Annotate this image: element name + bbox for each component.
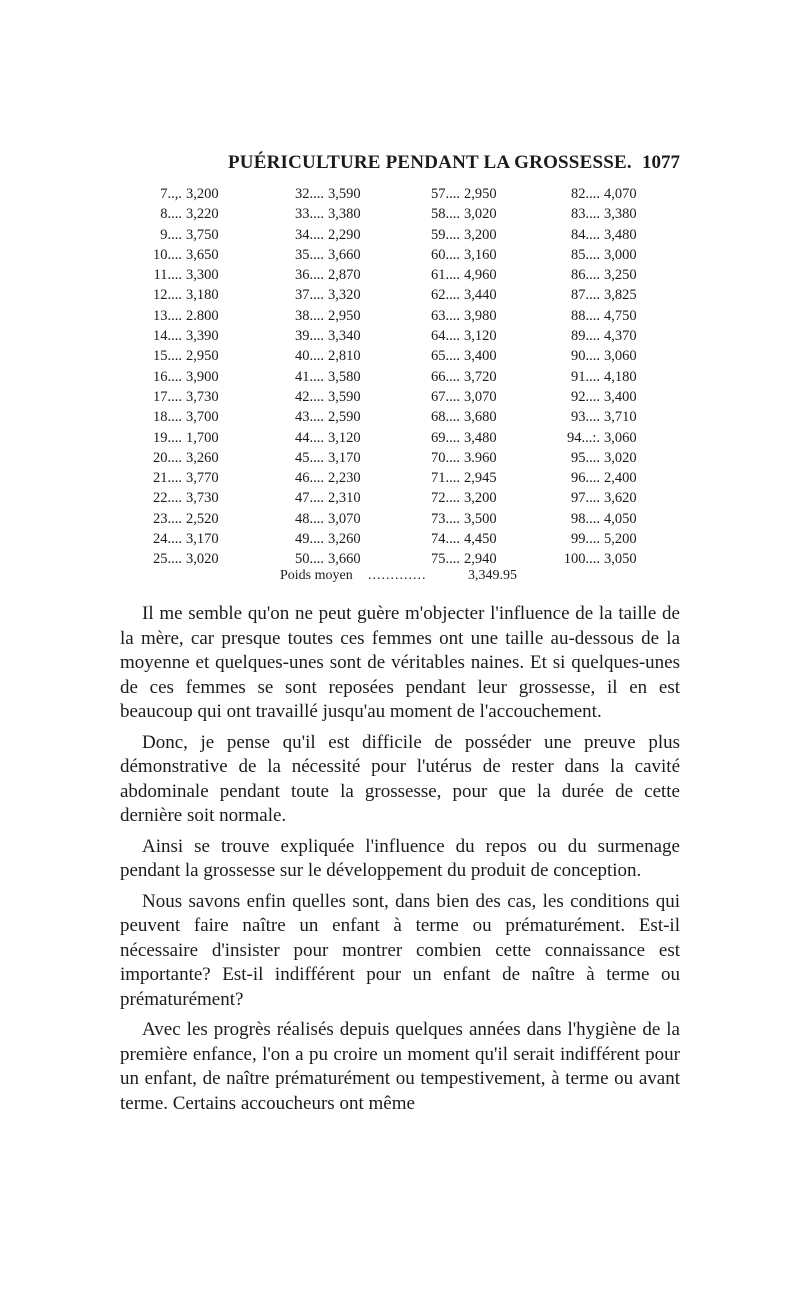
- row-number: 20....: [153, 449, 182, 466]
- table-row: [538, 225, 664, 245]
- paragraph: Donc, je pense qu'il est difficile de posséder une preuve plus démonstrative de la nécessité pour l'utérus de rester dans la cavité abdominale pendant toute la grossesse, pour que la durée de cette dernière soit normale.: [120, 731, 680, 826]
- row-weight: 3,390: [186, 328, 219, 345]
- table-row: [398, 346, 524, 366]
- table-row: [398, 265, 524, 285]
- row-number: 70....: [431, 449, 460, 466]
- table-row: [120, 428, 246, 448]
- row-weight: 2,230: [328, 470, 361, 487]
- row-weight: 3,200: [464, 490, 497, 507]
- row-number: 19....: [153, 429, 182, 446]
- row-weight: 2,950: [464, 186, 497, 202]
- row-number: 66....: [431, 368, 460, 385]
- table-row: [398, 225, 524, 245]
- row-weight: 3,260: [186, 449, 219, 466]
- row-weight: 3,020: [464, 206, 497, 223]
- table-row: [538, 326, 664, 346]
- row-weight: 3,660: [328, 246, 361, 263]
- row-weight: 4,050: [604, 510, 637, 527]
- row-weight: 3,340: [328, 328, 361, 345]
- table-row: [120, 184, 246, 204]
- table-row: [538, 204, 664, 224]
- row-number: 10....: [153, 246, 182, 263]
- row-weight: 3,180: [186, 287, 219, 304]
- row-weight: 3,060: [604, 348, 637, 365]
- row-weight: 3,300: [186, 267, 219, 284]
- table-row: [398, 488, 524, 508]
- table-column-2: [262, 184, 388, 570]
- table-row: [262, 225, 388, 245]
- paragraph: Il me semble qu'on ne peut guère m'objecter l'influence de la taille de la mère, car presque toutes ces femmes ont une taille au-dessous de la moyenne et quelques-unes sont de véritables naines. Et si quelques-unes de ces femmes se sont reposées pendant leur grossesse, il en est beaucoup qui ont travaillé jusqu'au moment de l'accouchement.: [120, 603, 680, 722]
- row-weight: 3,720: [464, 368, 497, 385]
- row-weight: 3,580: [328, 368, 361, 385]
- row-weight: 3,480: [464, 429, 497, 446]
- paragraph: Nous savons enfin quelles sont, dans bien des cas, les conditions qui peuvent faire naître un enfant à terme ou prématurément. Est-il nécessaire d'insister pour montrer combien cette connaissance est importante? Est-il indifférent pour un enfant de naître à terme ou prématurément?: [120, 890, 680, 1010]
- table-row: [262, 367, 388, 387]
- row-weight: 2,950: [328, 307, 361, 324]
- row-number: 38....: [295, 307, 324, 324]
- row-weight: 3,170: [186, 531, 219, 548]
- table-row: [120, 285, 246, 305]
- page-number: 1077: [642, 152, 680, 173]
- table-row: [120, 468, 246, 488]
- row-weight: 3,650: [186, 246, 219, 263]
- row-weight: 3,160: [464, 246, 497, 263]
- table-row: [398, 468, 524, 488]
- row-weight: 2,945: [464, 470, 497, 487]
- row-number: 17....: [153, 388, 182, 405]
- row-weight: 2,400: [604, 470, 637, 487]
- row-number: 58....: [431, 206, 460, 223]
- row-weight: 3,730: [186, 490, 219, 507]
- row-number: 25....: [153, 551, 182, 568]
- row-number: 69....: [431, 429, 460, 446]
- table-row: [120, 265, 246, 285]
- table-row: [538, 549, 664, 569]
- row-number: 42....: [295, 388, 324, 405]
- table-row: [120, 204, 246, 224]
- row-number: 8....: [160, 206, 182, 223]
- row-number: 18....: [153, 409, 182, 426]
- row-number: 33....: [295, 206, 324, 223]
- row-number: 97....: [571, 490, 600, 507]
- row-number: 15....: [153, 348, 182, 365]
- row-weight: 3,590: [328, 186, 361, 202]
- average-leader-dots: .............: [368, 568, 427, 583]
- row-weight: 3.960: [464, 449, 497, 466]
- row-weight: 3,480: [604, 226, 637, 243]
- table-row: [398, 549, 524, 569]
- row-number: 90....: [571, 348, 600, 365]
- table-row: [120, 448, 246, 468]
- row-weight: 3,730: [186, 388, 219, 405]
- table-row: [120, 549, 246, 569]
- table-row: [538, 448, 664, 468]
- row-number: 16....: [153, 368, 182, 385]
- row-weight: 2,520: [186, 510, 219, 527]
- row-weight: 2,310: [328, 490, 361, 507]
- table-row: [398, 407, 524, 427]
- table-row: [398, 448, 524, 468]
- row-number: 61....: [431, 267, 460, 284]
- row-weight: 3,260: [328, 531, 361, 548]
- row-number: 96....: [571, 470, 600, 487]
- table-row: [262, 184, 388, 204]
- row-weight: 2,870: [328, 267, 361, 284]
- row-number: 9....: [160, 226, 182, 243]
- table-row: [262, 509, 388, 529]
- row-weight: 3,620: [604, 490, 637, 507]
- table-row: [262, 346, 388, 366]
- table-row: [538, 407, 664, 427]
- table-row: [120, 387, 246, 407]
- table-row: [262, 326, 388, 346]
- table-row: [262, 529, 388, 549]
- table-row: [120, 529, 246, 549]
- row-number: 88....: [571, 307, 600, 324]
- row-number: 67....: [431, 388, 460, 405]
- table-row: [398, 326, 524, 346]
- row-number: 86....: [571, 267, 600, 284]
- row-number: 94...:.: [566, 429, 600, 446]
- row-number: 87....: [571, 287, 600, 304]
- row-weight: 2,590: [328, 409, 361, 426]
- table-row: [262, 549, 388, 569]
- average-value: 3,349.95: [468, 568, 517, 583]
- table-row: [538, 285, 664, 305]
- row-number: 7..,.: [160, 186, 182, 202]
- table-row: [538, 468, 664, 488]
- running-head: [120, 152, 680, 182]
- row-weight: 2,290: [328, 226, 361, 243]
- row-number: 47....: [295, 490, 324, 507]
- table-column-4: [538, 184, 664, 570]
- row-weight: 3,900: [186, 368, 219, 385]
- row-number: 72....: [431, 490, 460, 507]
- row-number: 39....: [295, 328, 324, 345]
- running-title: PUÉRICULTURE PENDANT LA GROSSESSE.: [228, 152, 632, 173]
- row-number: 59....: [431, 226, 460, 243]
- row-weight: 3,700: [186, 409, 219, 426]
- row-weight: 3,000: [604, 246, 637, 263]
- table-row: [262, 387, 388, 407]
- table-row: [538, 306, 664, 326]
- row-number: 40....: [295, 348, 324, 365]
- table-row: [120, 326, 246, 346]
- row-number: 14....: [153, 328, 182, 345]
- table-row: [398, 285, 524, 305]
- table-row: [262, 245, 388, 265]
- table-row: [120, 367, 246, 387]
- row-weight: 2,810: [328, 348, 361, 365]
- row-weight: 3,070: [328, 510, 361, 527]
- table-row: [262, 285, 388, 305]
- row-number: 44....: [295, 429, 324, 446]
- row-weight: 4,180: [604, 368, 637, 385]
- row-number: 93....: [571, 409, 600, 426]
- row-number: 95....: [571, 449, 600, 466]
- row-number: 11....: [153, 267, 182, 284]
- row-number: 73....: [431, 510, 460, 527]
- row-weight: 3,400: [604, 388, 637, 405]
- row-weight: 3,770: [186, 470, 219, 487]
- row-number: 22....: [153, 490, 182, 507]
- table-row: [262, 448, 388, 468]
- row-number: 57....: [431, 186, 460, 202]
- table-row: [398, 428, 524, 448]
- table-column-1: [120, 184, 246, 570]
- table-row: [538, 265, 664, 285]
- table-row: [538, 367, 664, 387]
- row-number: 45....: [295, 449, 324, 466]
- row-weight: 3,660: [328, 551, 361, 568]
- row-weight: 3,060: [604, 429, 637, 446]
- paragraph: Ainsi se trouve expliquée l'influence du repos ou du surmenage pendant la grossesse sur le développement du produit de conception.: [120, 835, 680, 881]
- row-weight: 4,450: [464, 531, 497, 548]
- row-number: 85....: [571, 246, 600, 263]
- row-weight: 1,700: [186, 429, 219, 446]
- table-row: [398, 204, 524, 224]
- row-number: 12....: [153, 287, 182, 304]
- table-column-3: [398, 184, 524, 570]
- table-row: [398, 509, 524, 529]
- row-weight: 3,020: [604, 449, 637, 466]
- table-row: [538, 509, 664, 529]
- table-row: [538, 488, 664, 508]
- row-number: 92....: [571, 388, 600, 405]
- row-weight: 4,960: [464, 267, 497, 284]
- row-weight: 4,750: [604, 307, 637, 324]
- table-row: [120, 346, 246, 366]
- table-row: [538, 346, 664, 366]
- paragraph: Avec les progrès réalisés depuis quelques années dans l'hygiène de la première enfance, l'on a pu croire un moment qu'il serait indifférent pour un enfant, de naître prématurément ou tempestivement, à terme ou avant terme. Certains accoucheurs ont même: [120, 1019, 680, 1114]
- table-row: [538, 428, 664, 448]
- table-row: [120, 306, 246, 326]
- row-weight: 3,380: [328, 206, 361, 223]
- table-row: [262, 204, 388, 224]
- row-number: 24....: [153, 531, 182, 548]
- row-number: 82....: [571, 186, 600, 202]
- row-weight: 3,400: [464, 348, 497, 365]
- row-weight: 3,200: [186, 186, 219, 202]
- table-row: [120, 488, 246, 508]
- row-weight: 3,250: [604, 267, 637, 284]
- row-weight: 3,120: [464, 328, 497, 345]
- row-weight: 3,440: [464, 287, 497, 304]
- body-text: [120, 602, 680, 1122]
- table-row: [398, 245, 524, 265]
- row-number: 65....: [431, 348, 460, 365]
- table-row: [262, 306, 388, 326]
- row-number: 37....: [295, 287, 324, 304]
- row-weight: 2,940: [464, 551, 497, 568]
- row-number: 46....: [295, 470, 324, 487]
- row-number: 71....: [431, 470, 460, 487]
- table-row: [398, 184, 524, 204]
- row-weight: 3,980: [464, 307, 497, 324]
- table-row: [538, 184, 664, 204]
- row-number: 75....: [431, 551, 460, 568]
- row-weight: 3,200: [464, 226, 497, 243]
- table-row: [262, 468, 388, 488]
- table-row: [120, 407, 246, 427]
- table-row: [398, 529, 524, 549]
- row-weight: 3,320: [328, 287, 361, 304]
- row-number: 83....: [571, 206, 600, 223]
- row-weight: 3,070: [464, 388, 497, 405]
- row-weight: 3,120: [328, 429, 361, 446]
- row-number: 23....: [153, 510, 182, 527]
- row-number: 48....: [295, 510, 324, 527]
- row-number: 100....: [563, 551, 600, 568]
- row-number: 43....: [295, 409, 324, 426]
- row-weight: 3,380: [604, 206, 637, 223]
- row-number: 35....: [295, 246, 324, 263]
- table-row: [398, 306, 524, 326]
- table-row: [120, 225, 246, 245]
- row-number: 98....: [571, 510, 600, 527]
- table-row: [538, 245, 664, 265]
- row-number: 74....: [431, 531, 460, 548]
- table-row: [398, 387, 524, 407]
- row-number: 99....: [571, 531, 600, 548]
- table-row: [262, 407, 388, 427]
- row-number: 68....: [431, 409, 460, 426]
- row-number: 63....: [431, 307, 460, 324]
- row-weight: 3,825: [604, 287, 637, 304]
- row-number: 41....: [295, 368, 324, 385]
- table-row: [398, 367, 524, 387]
- row-number: 32....: [295, 186, 324, 202]
- row-weight: 3,750: [186, 226, 219, 243]
- row-number: 13....: [153, 307, 182, 324]
- row-weight: 3,220: [186, 206, 219, 223]
- row-number: 34....: [295, 226, 324, 243]
- row-number: 36....: [295, 267, 324, 284]
- table-row: [120, 245, 246, 265]
- table-row: [262, 428, 388, 448]
- row-weight: 2.800: [186, 307, 219, 324]
- table-row: [538, 387, 664, 407]
- row-weight: 3,710: [604, 409, 637, 426]
- row-weight: 3,020: [186, 551, 219, 568]
- row-number: 50....: [295, 551, 324, 568]
- row-weight: 5,200: [604, 531, 637, 548]
- row-weight: 3,500: [464, 510, 497, 527]
- row-weight: 2,950: [186, 348, 219, 365]
- row-weight: 3,680: [464, 409, 497, 426]
- row-number: 89....: [571, 328, 600, 345]
- row-number: 64....: [431, 328, 460, 345]
- row-number: 62....: [431, 287, 460, 304]
- row-weight: 4,070: [604, 186, 637, 202]
- table-row: [262, 265, 388, 285]
- row-weight: 3,050: [604, 551, 637, 568]
- row-weight: 4,370: [604, 328, 637, 345]
- row-number: 84....: [571, 226, 600, 243]
- row-number: 91....: [571, 368, 600, 385]
- row-number: 21....: [153, 470, 182, 487]
- row-number: 60....: [431, 246, 460, 263]
- table-row: [262, 488, 388, 508]
- row-number: 49....: [295, 531, 324, 548]
- table-row: [538, 529, 664, 549]
- average-label: Poids moyen: [280, 568, 353, 583]
- table-row: [120, 509, 246, 529]
- row-weight: 3,590: [328, 388, 361, 405]
- row-weight: 3,170: [328, 449, 361, 466]
